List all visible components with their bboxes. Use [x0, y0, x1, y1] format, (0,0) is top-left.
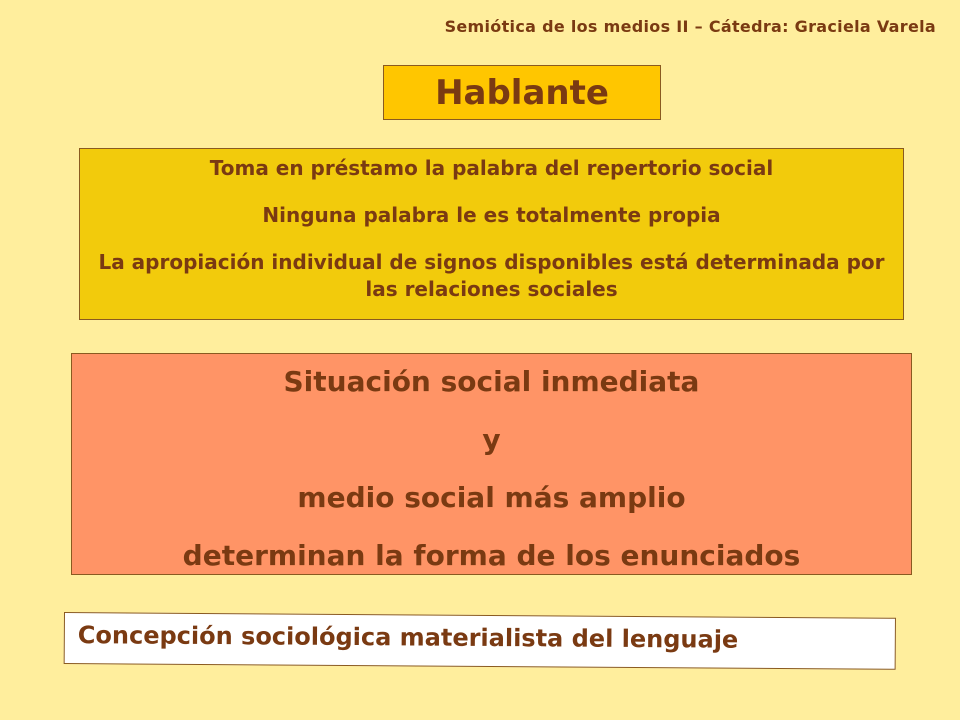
course-header: Semiótica de los medios II – Cátedra: Graciela Varela — [444, 17, 936, 36]
situation-line-2: y — [482, 423, 501, 456]
situation-line-3: medio social más amplio — [297, 481, 686, 514]
social-situation-box — [71, 353, 912, 575]
speaker-characteristics-box — [79, 148, 904, 320]
speaker-line-2: Ninguna palabra le es totalmente propia — [262, 203, 721, 227]
slide-title: Hablante — [383, 65, 661, 120]
situation-line-4: determinan la forma de los enunciados — [182, 539, 801, 572]
conclusion-box: Concepción sociológica materialista del lenguaje — [64, 612, 896, 670]
speaker-line-3: La apropiación individual de signos disponibles está determinada por las relaciones sociales — [98, 250, 885, 301]
speaker-line-1: Toma en préstamo la palabra del repertorio social — [209, 156, 774, 180]
situation-line-1: Situación social inmediata — [283, 365, 700, 398]
